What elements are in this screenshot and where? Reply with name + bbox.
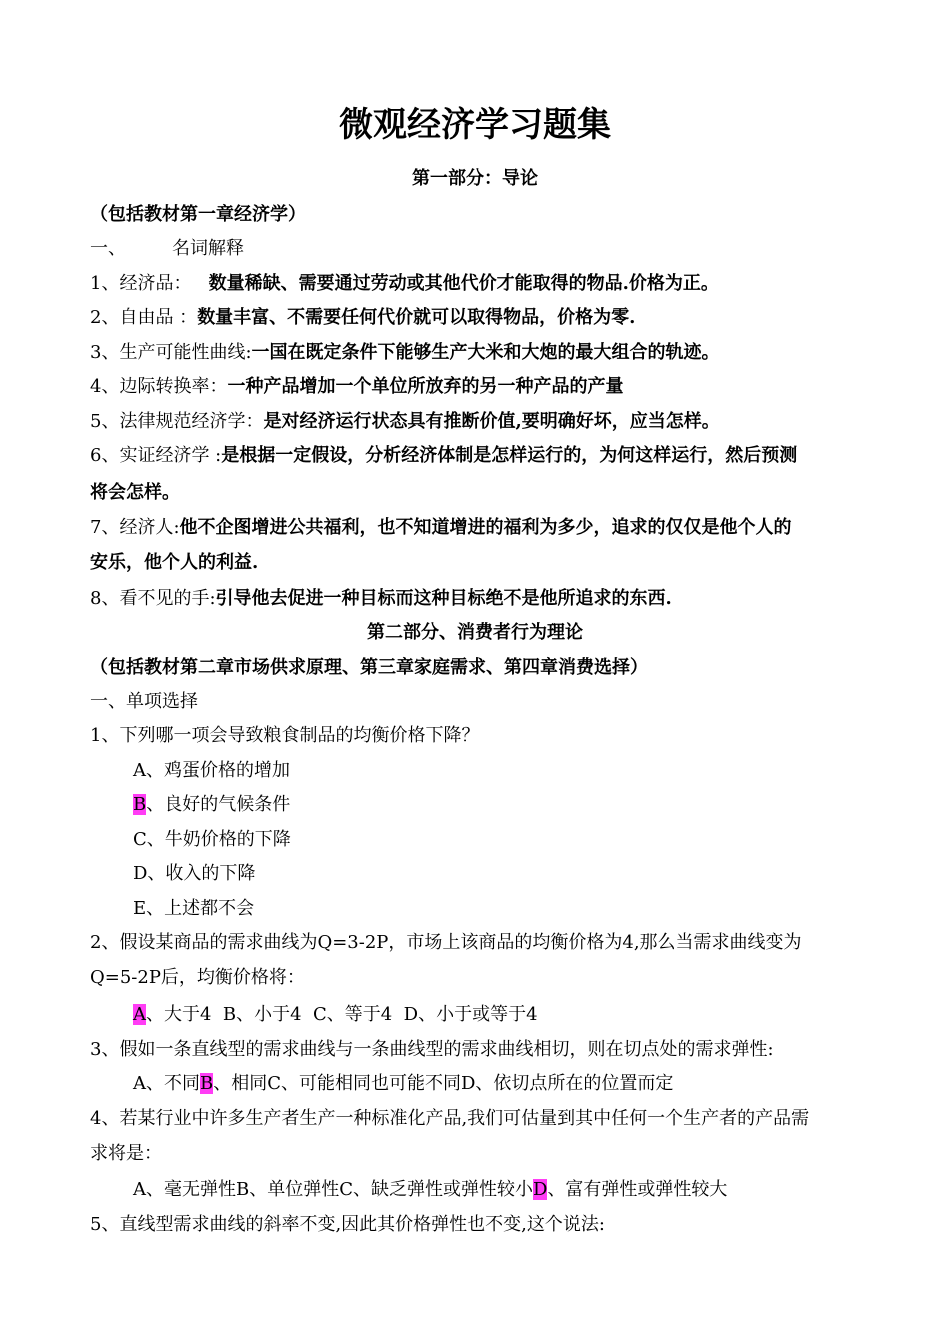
options-text: A、不同 — [133, 1073, 200, 1094]
term-label: 8、看不见的手: — [90, 588, 216, 609]
term-item — [90, 517, 792, 539]
term-definition: 一国在既定条件下能够生产大米和大炮的最大组合的轨迹。 — [251, 342, 720, 363]
term-item — [90, 273, 719, 295]
answer-highlight: A — [133, 1004, 146, 1025]
question-5: 5、直线型需求曲线的斜率不变,因此其价格弹性也不变,这个说法: — [90, 1214, 605, 1235]
term-definition: 是根据一定假设，分析经济体制是怎样运行的，为何这样运行，然后预测 — [221, 445, 798, 466]
q1-option-e: E、上述都不会 — [133, 898, 255, 919]
question-3: 3、假如一条直线型的需求曲线与一条曲线型的需求曲线相切，则在切点处的需求弹性: — [90, 1039, 774, 1060]
term-label: 4、边际转换率： — [90, 376, 228, 397]
q2-options — [133, 1004, 538, 1026]
option-text: 、良好的气候条件 — [146, 794, 291, 815]
options-text: 、相同C、可能相同也可能不同D、依切点所在的位置而定 — [213, 1073, 674, 1094]
term-label: 2、自由品 ： — [90, 307, 198, 328]
question-4: 4、若某行业中许多生产者生产一种标准化产品,我们可估量到其中任何一个生产者的产品需 — [90, 1108, 810, 1129]
q1-option-d: D、收入的下降 — [133, 863, 256, 884]
part1-heading: 第一部分：导论 — [412, 168, 538, 189]
part2-heading: 第二部分、消费者行为理论 — [367, 622, 583, 643]
term-label: 1、经济品： — [90, 273, 192, 294]
term-definition: 他不企图增进公共福利，也不知道增进的福利为多少，追求的仅仅是他个人的 — [179, 517, 792, 538]
q1-option-a: A、鸡蛋价格的增加 — [133, 760, 290, 781]
question-4-continued: 求将是： — [90, 1143, 162, 1164]
term-item — [90, 588, 672, 610]
options-text: 、富有弹性或弹性较大 — [547, 1179, 728, 1200]
part2-scope: （包括教材第二章市场供求原理、第三章家庭需求、第四章消费选择） — [90, 657, 648, 678]
term-label: 5、法律规范经济学： — [90, 411, 264, 432]
q1-option-c: C、牛奶价格的下降 — [133, 829, 291, 850]
options-text: A、毫无弹性B、单位弹性C、缺乏弹性或弹性较小 — [133, 1179, 533, 1200]
term-label: 7、经济人: — [90, 517, 180, 538]
term-definition: 数量稀缺、需要通过劳动或其他代价才能取得的物品.价格为正。 — [208, 273, 719, 294]
q3-options — [133, 1073, 673, 1095]
term-definition: 是对经济运行状态具有推断价值,要明确好坏，应当怎样。 — [263, 411, 720, 432]
answer-highlight: B — [200, 1073, 214, 1094]
part1-section-heading — [90, 238, 244, 260]
term-item — [90, 342, 720, 364]
term-definition: 一种产品增加一个单位所放弃的另一种产品的产量 — [227, 376, 624, 397]
term-label: 3、生产可能性曲线: — [90, 342, 252, 363]
term-label: 6、实证经济学 : — [90, 445, 222, 466]
part1-scope: （包括教材第一章经济学） — [90, 204, 306, 225]
section-number: 一、 — [90, 238, 126, 259]
part2-section-heading: 一、单项选择 — [90, 691, 198, 712]
document-title: 微观经济学习题集 — [339, 105, 611, 145]
term-definition-continued: 安乐，他个人的利益. — [90, 552, 259, 573]
answer-highlight: B — [133, 794, 147, 815]
question-2-continued: Q=5-2P后，均衡价格将： — [90, 967, 305, 988]
section-label: 名词解释 — [172, 238, 244, 259]
term-item — [90, 445, 797, 467]
term-definition: 数量丰富、不需要任何代价就可以取得物品，价格为零. — [197, 307, 636, 328]
term-definition-continued: 将会怎样。 — [90, 482, 180, 503]
q1-option-b — [133, 794, 290, 816]
term-item — [90, 411, 720, 433]
question-2: 2、假设某商品的需求曲线为Q=3-2P，市场上该商品的均衡价格为4,那么当需求曲线变为 — [90, 932, 802, 953]
term-item — [90, 307, 635, 329]
question-1: 1、下列哪一项会导致粮食制品的均衡价格下降？ — [90, 725, 480, 746]
term-definition: 引导他去促进一种目标而这种目标绝不是他所追求的东西. — [215, 588, 672, 609]
q4-options — [133, 1179, 727, 1201]
options-text: 、大于4 B、小于4 C、等于4 D、小于或等于4 — [146, 1004, 538, 1025]
term-item — [90, 376, 623, 398]
answer-highlight: D — [533, 1179, 548, 1200]
